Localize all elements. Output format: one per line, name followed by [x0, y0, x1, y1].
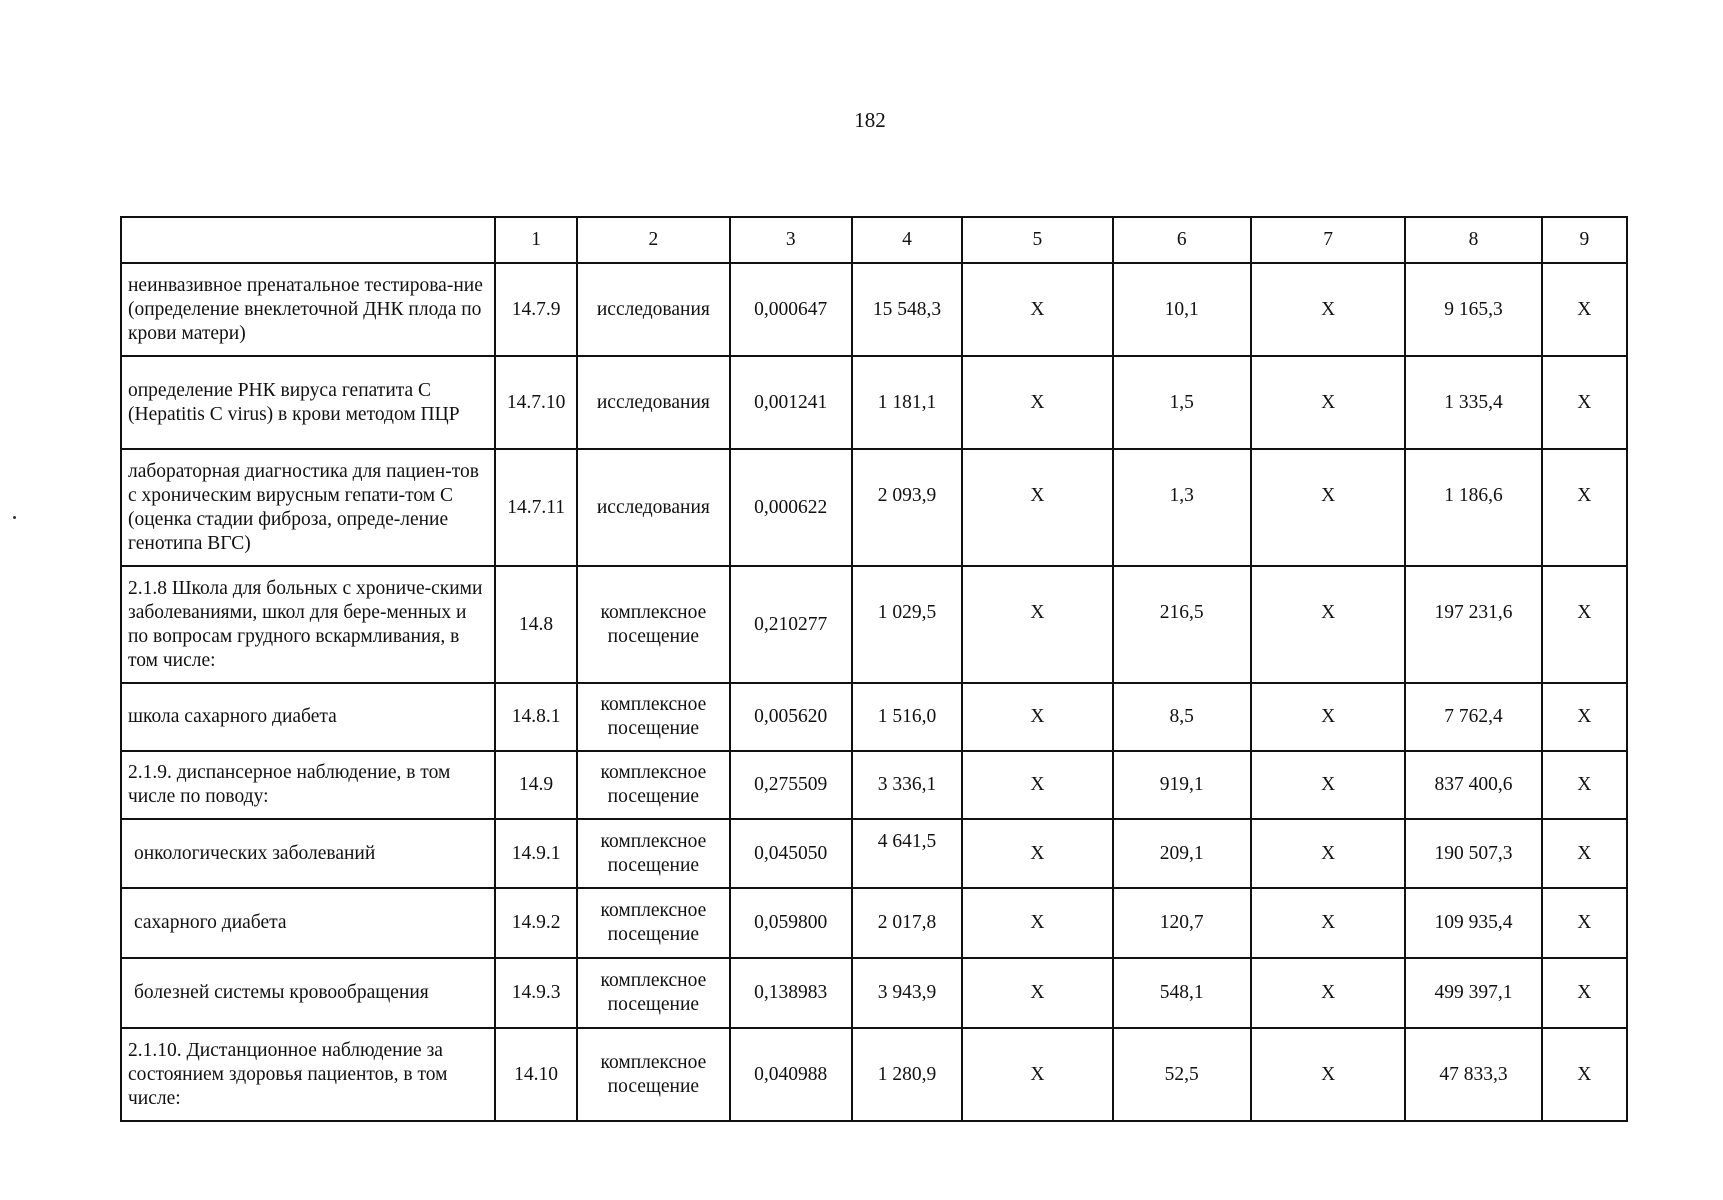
- header-cell: 6: [1113, 217, 1251, 263]
- row-col3: 0,059800: [730, 888, 852, 958]
- row-code: 14.7.9: [495, 263, 577, 356]
- row-col8: 837 400,6: [1405, 751, 1541, 819]
- header-cell: 3: [730, 217, 852, 263]
- row-unit: исследования: [577, 356, 729, 449]
- row-col9: Х: [1542, 683, 1627, 751]
- row-col9: Х: [1542, 449, 1627, 566]
- row-col7: Х: [1251, 1028, 1405, 1121]
- header-cell: 8: [1405, 217, 1541, 263]
- row-col5: Х: [962, 958, 1112, 1028]
- header-cell: 1: [495, 217, 577, 263]
- row-col6: 216,5: [1113, 566, 1251, 683]
- row-name: неинвазивное пренатальное тестирова-ние (определение внеклеточной ДНК плода по крови матери): [121, 263, 495, 356]
- row-col5: Х: [962, 683, 1112, 751]
- row-col8: 47 833,3: [1405, 1028, 1541, 1121]
- row-col4: 1 516,0: [852, 683, 962, 751]
- table-row: [121, 751, 1627, 819]
- row-col5: Х: [962, 356, 1112, 449]
- header-cell: 5: [962, 217, 1112, 263]
- row-code: 14.9.2: [495, 888, 577, 958]
- table-row: [121, 263, 1627, 356]
- row-col7: Х: [1251, 958, 1405, 1028]
- table-row: [121, 566, 1627, 683]
- table-row: [121, 356, 1627, 449]
- row-unit: комплексное посещение: [577, 683, 729, 751]
- row-col9: Х: [1542, 566, 1627, 683]
- row-col3: 0,000622: [730, 449, 852, 566]
- row-unit: исследования: [577, 449, 729, 566]
- table-row: [121, 958, 1627, 1028]
- row-name: болезней системы кровообращения: [121, 958, 495, 1028]
- row-unit: комплексное посещение: [577, 751, 729, 819]
- row-col9: Х: [1542, 888, 1627, 958]
- row-col5: Х: [962, 1028, 1112, 1121]
- row-col6: 919,1: [1113, 751, 1251, 819]
- row-col8: 7 762,4: [1405, 683, 1541, 751]
- scan-speck: [13, 516, 16, 519]
- row-col8: 197 231,6: [1405, 566, 1541, 683]
- row-col6: 548,1: [1113, 958, 1251, 1028]
- row-unit: комплексное посещение: [577, 1028, 729, 1121]
- row-col4: 2 017,8: [852, 888, 962, 958]
- row-col3: 0,045050: [730, 819, 852, 888]
- row-code: 14.9: [495, 751, 577, 819]
- row-name: сахарного диабета: [121, 888, 495, 958]
- row-col6: 10,1: [1113, 263, 1251, 356]
- row-col7: Х: [1251, 683, 1405, 751]
- row-col7: Х: [1251, 751, 1405, 819]
- row-col9: Х: [1542, 263, 1627, 356]
- header-cell: 7: [1251, 217, 1405, 263]
- row-col6: 8,5: [1113, 683, 1251, 751]
- header-cell: 2: [577, 217, 729, 263]
- row-code: 14.7.11: [495, 449, 577, 566]
- row-col3: 0,000647: [730, 263, 852, 356]
- row-col8: 499 397,1: [1405, 958, 1541, 1028]
- row-name: 2.1.10. Дистанционное наблюдение за состоянием здоровья пациентов, в том числе:: [121, 1028, 495, 1121]
- row-col4: 1 280,9: [852, 1028, 962, 1121]
- row-code: 14.10: [495, 1028, 577, 1121]
- row-col9: Х: [1542, 1028, 1627, 1121]
- row-col5: Х: [962, 449, 1112, 566]
- row-col8: 1 335,4: [1405, 356, 1541, 449]
- row-col4: 3 336,1: [852, 751, 962, 819]
- row-col5: Х: [962, 819, 1112, 888]
- row-col8: 190 507,3: [1405, 819, 1541, 888]
- header-row: [121, 217, 1627, 263]
- row-name: 2.1.8 Школа для больных с хрониче-скими заболеваниями, школ для бере-менных и по вопросам грудного вскармливания, в том числе:: [121, 566, 495, 683]
- row-name: определение РНК вируса гепатита С (Hepatitis С virus) в крови методом ПЦР: [121, 356, 495, 449]
- row-col3: 0,040988: [730, 1028, 852, 1121]
- table-row: [121, 1028, 1627, 1121]
- row-col3: 0,001241: [730, 356, 852, 449]
- row-col5: Х: [962, 751, 1112, 819]
- table-row: [121, 449, 1627, 566]
- row-col9: Х: [1542, 356, 1627, 449]
- row-col3: 0,210277: [730, 566, 852, 683]
- row-col6: 1,3: [1113, 449, 1251, 566]
- row-name: лабораторная диагностика для пациен-тов с хроническим вирусным гепати-том С (оценка стадии фиброза, опреде-ление генотипа ВГС): [121, 449, 495, 566]
- row-code: 14.8.1: [495, 683, 577, 751]
- row-col7: Х: [1251, 888, 1405, 958]
- row-code: 14.9.3: [495, 958, 577, 1028]
- row-code: 14.7.10: [495, 356, 577, 449]
- row-col7: Х: [1251, 449, 1405, 566]
- row-col8: 109 935,4: [1405, 888, 1541, 958]
- row-col8: 1 186,6: [1405, 449, 1541, 566]
- header-cell: 4: [852, 217, 962, 263]
- row-col4: 4 641,5: [852, 819, 962, 888]
- row-code: 14.8: [495, 566, 577, 683]
- row-col4: 3 943,9: [852, 958, 962, 1028]
- row-code: 14.9.1: [495, 819, 577, 888]
- row-col4: 15 548,3: [852, 263, 962, 356]
- row-name: онкологических заболеваний: [121, 819, 495, 888]
- row-unit: исследования: [577, 263, 729, 356]
- row-col5: Х: [962, 566, 1112, 683]
- row-name: школа сахарного диабета: [121, 683, 495, 751]
- row-col7: Х: [1251, 263, 1405, 356]
- row-unit: комплексное посещение: [577, 566, 729, 683]
- row-col7: Х: [1251, 356, 1405, 449]
- header-cell: [121, 217, 495, 263]
- row-unit: комплексное посещение: [577, 819, 729, 888]
- row-col8: 9 165,3: [1405, 263, 1541, 356]
- table-row: [121, 888, 1627, 958]
- page-number: 182: [854, 108, 886, 132]
- row-col3: 0,005620: [730, 683, 852, 751]
- table-row: [121, 683, 1627, 751]
- row-col9: Х: [1542, 751, 1627, 819]
- header-cell: 9: [1542, 217, 1627, 263]
- row-col4: 1 181,1: [852, 356, 962, 449]
- row-col9: Х: [1542, 958, 1627, 1028]
- row-col9: Х: [1542, 819, 1627, 888]
- row-col6: 52,5: [1113, 1028, 1251, 1121]
- row-name: 2.1.9. диспансерное наблюдение, в том числе по поводу:: [121, 751, 495, 819]
- row-col4: 2 093,9: [852, 449, 962, 566]
- row-col6: 209,1: [1113, 819, 1251, 888]
- row-col3: 0,275509: [730, 751, 852, 819]
- row-col5: Х: [962, 263, 1112, 356]
- row-col7: Х: [1251, 566, 1405, 683]
- row-unit: комплексное посещение: [577, 958, 729, 1028]
- row-unit: комплексное посещение: [577, 888, 729, 958]
- row-col4: 1 029,5: [852, 566, 962, 683]
- row-col3: 0,138983: [730, 958, 852, 1028]
- row-col6: 1,5: [1113, 356, 1251, 449]
- row-col7: Х: [1251, 819, 1405, 888]
- tariff-table: [120, 216, 1628, 1122]
- row-col5: Х: [962, 888, 1112, 958]
- row-col6: 120,7: [1113, 888, 1251, 958]
- table-row: [121, 819, 1627, 888]
